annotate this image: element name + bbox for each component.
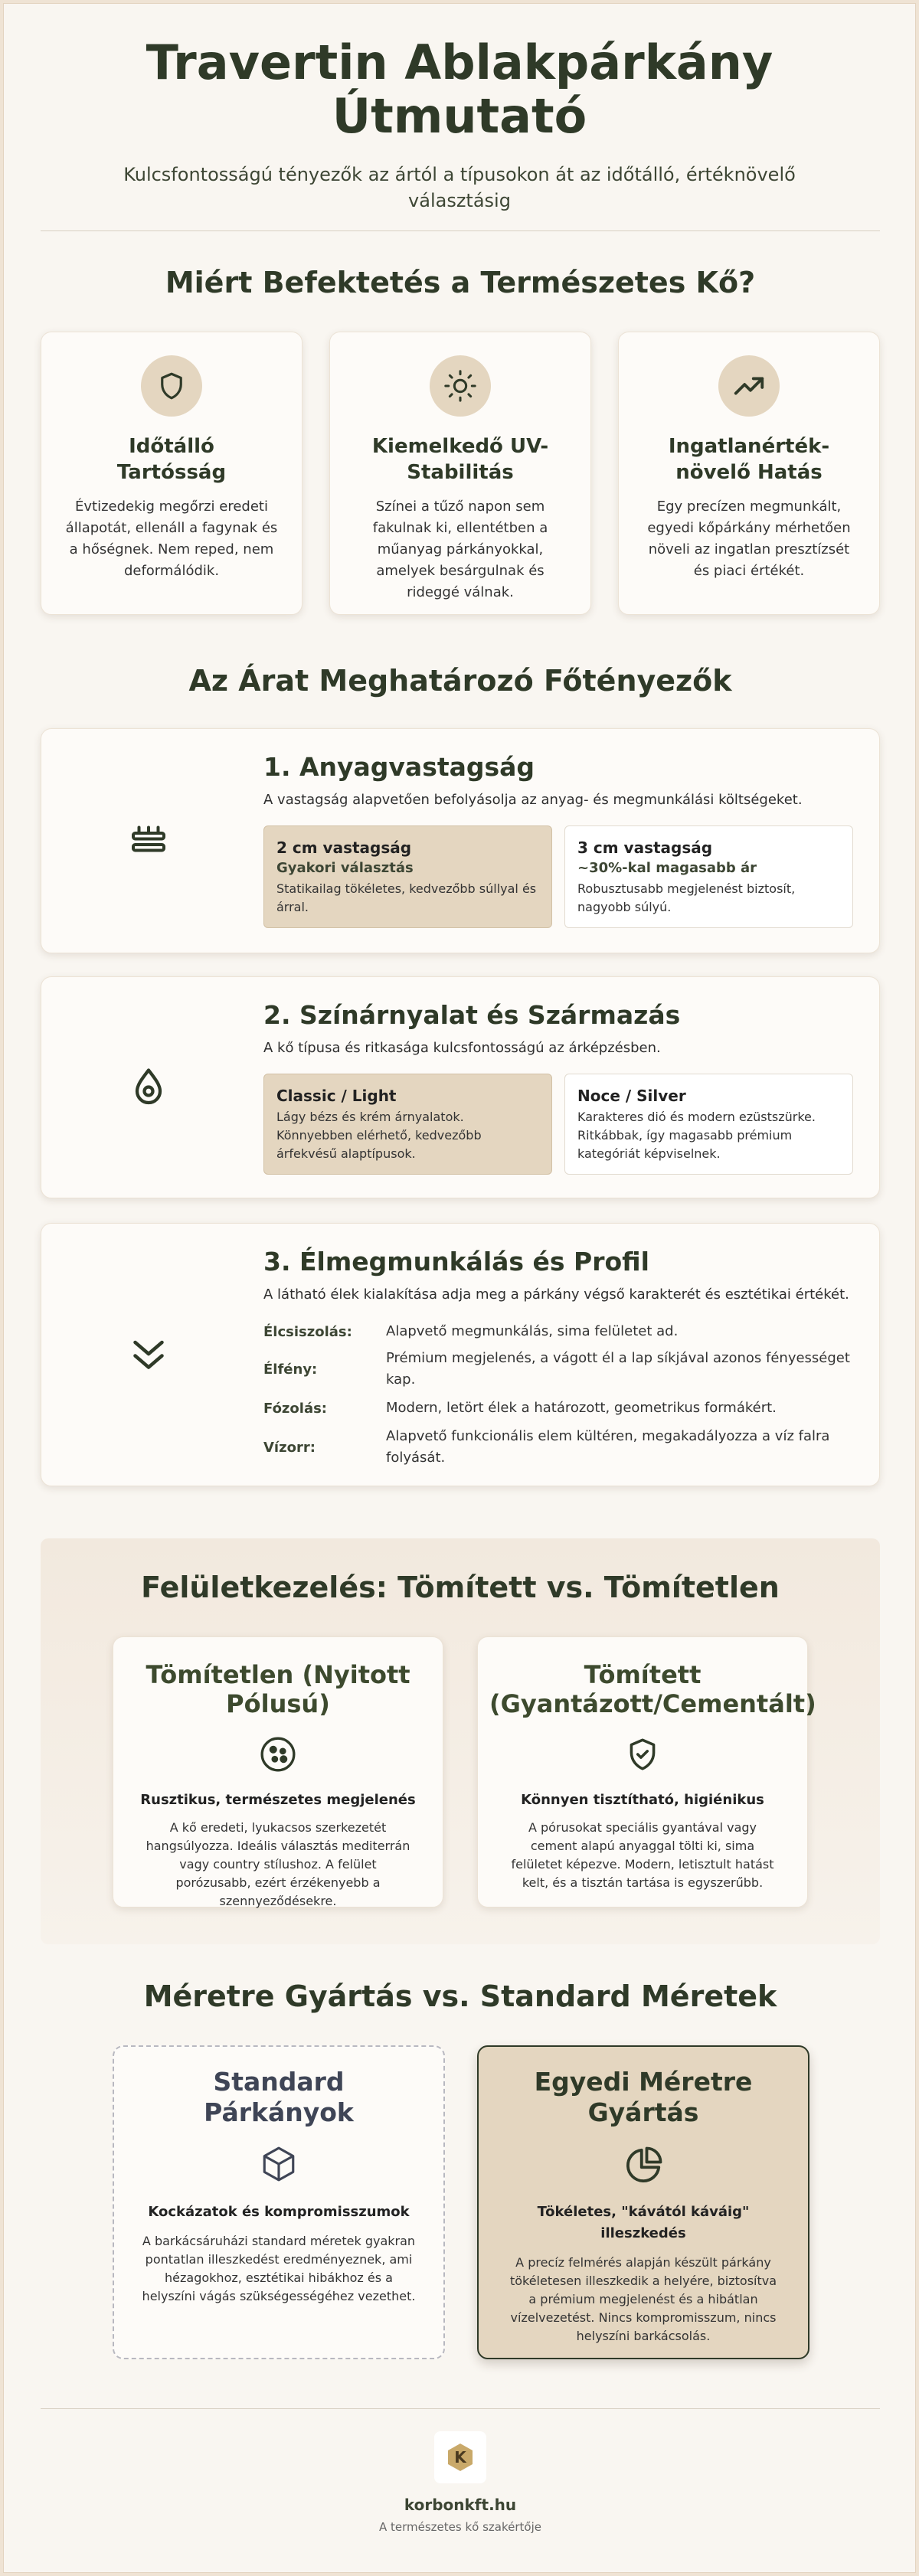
feature-title: Ingatlanérték-növelő Hatás [668, 435, 830, 484]
factor-card-thickness [41, 728, 880, 953]
feature-card-durability [41, 332, 303, 615]
page-subtitle: Kulcsfontosságú tényezők az ártól a típusokon át az időtálló, értéknövelő választásig [123, 164, 796, 211]
surface-card-unsealed [113, 1636, 443, 1907]
edge-key: Élcsiszolás: [263, 1323, 352, 1340]
sun-icon [430, 355, 491, 417]
page-title: Travertin Ablakpárkány Útmutató [146, 34, 773, 144]
edge-value: Modern, letört élek a határozott, geometrikus formákért. [386, 1400, 777, 1416]
logo-mark [442, 2439, 479, 2476]
edge-row [263, 1345, 853, 1394]
feature-text: Színei a tűző napon sem fakulnak ki, ellentétben a műanyag párkányokkal, amelyek besárgulnak és rideggé válnak. [372, 499, 548, 600]
brand-tagline: A természetes kő szakértője [378, 2520, 541, 2534]
option-title: Classic / Light [276, 1087, 397, 1105]
size-card-standard [113, 2045, 445, 2359]
factor-intro: A látható élek kialakítása adja meg a párkány végső karakterét és esztétikai értékét. [263, 1286, 849, 1303]
shield-check-icon [623, 1735, 662, 1773]
why-section-title: Miért Befektetés a Természetes Kő? [165, 266, 756, 299]
factor-body [263, 1000, 853, 1175]
edge-row [263, 1394, 853, 1423]
factor-title: 1. Anyagvastagság [263, 752, 535, 782]
edge-profile-list [263, 1319, 853, 1472]
option-text: Robusztusabb megjelenést biztosít, nagyobb súlyú. [577, 881, 796, 914]
surface-card-sealed [477, 1636, 816, 1907]
brand-logo[interactable] [434, 2431, 486, 2483]
option-title: 2 cm vastagság [276, 839, 412, 857]
size-card-title: Standard Párkányok [204, 2067, 354, 2127]
divider [41, 230, 880, 231]
feature-card-value [618, 332, 880, 615]
option-title: Noce / Silver [577, 1087, 686, 1105]
trending-up-icon [718, 355, 780, 417]
chevrons-down-icon [126, 1331, 172, 1377]
edge-key: Élfény: [263, 1361, 318, 1378]
edge-key: Vízorr: [263, 1439, 316, 1456]
surface-card-title: Tömítetlen (Nyitott Pólusú) [146, 1660, 410, 1718]
option-badge: ~30%-kal magasabb ár [577, 860, 757, 876]
size-card-text: A precíz felmérés alapján készült párkány tökéletesen illeszkedik a helyére, biztosítva a prémium megjelenést és a hibátlan vízelvezetést. Nincs kompromisszum, nincs helyszíni barkácsolás. [509, 2255, 777, 2343]
hero [4, 4, 915, 214]
option-list [263, 825, 853, 928]
size-card-text: A barkácsáruházi standard méretek gyakran pontatlan illeszkedést eredményeznek, ami hézagokhoz, esztétikai hibákhoz és a helyszíni vágás szükségességéhez vezethet. [142, 2234, 416, 2303]
sizes-section-title: Méretre Gyártás vs. Standard Méretek [143, 1979, 777, 2013]
feature-title: Időtálló Tartósság [116, 435, 227, 484]
edge-row [263, 1423, 853, 1472]
divider [41, 2408, 880, 2409]
edge-value: Prémium megjelenés, a vágott él a lap síkjával azonos fényességet kap. [386, 1350, 850, 1388]
size-card-title: Egyedi Méretre Gyártás [534, 2067, 753, 2127]
size-card-subtitle: Tökéletes, "kávától káváig" illeszkedés [537, 2204, 750, 2241]
option-noce-silver [564, 1074, 853, 1175]
option-list [263, 1074, 853, 1175]
surface-card-text: A kő eredeti, lyukacsos szerkezetét hangsúlyozza. Ideális választás mediterrán vagy country stílushoz. A felület porózusabb, ezért érzékenyebb a szennyeződésekre. [146, 1820, 410, 1908]
svg-text:K: K [454, 2448, 466, 2466]
layers-icon [126, 818, 172, 864]
option-text: Statikailag tökéletes, kedvezőbb súllyal és árral. [276, 881, 537, 914]
droplet-icon [126, 1064, 172, 1110]
option-text: Lágy bézs és krém árnyalatok. Könnyebben elérhető, kedvezőbb árfekvésű alaptípusok. [276, 1110, 482, 1161]
pie-chart-icon [623, 2145, 664, 2186]
factor-intro: A vastagság alapvetően befolyásolja az anyag- és megmunkálási költségeket. [263, 792, 803, 808]
size-card-custom [477, 2045, 809, 2359]
brand-name[interactable]: korbonkft.hu [404, 2496, 517, 2514]
factor-title: 3. Élmegmunkálás és Profil [263, 1247, 649, 1277]
option-title: 3 cm vastagság [577, 839, 713, 857]
feature-card-uv [329, 332, 591, 615]
feature-text: Egy precízen megmunkált, egyedi kőpárkány mérhetően növeli az ingatlan presztízsét és piaci értékét. [647, 499, 851, 579]
factor-body [263, 752, 853, 928]
size-card-subtitle: Kockázatok és kompromisszumok [148, 2204, 410, 2220]
page [3, 3, 916, 2573]
surface-card-text: A pórusokat speciális gyantával vagy cement alapú anyaggal tölti ki, sima felületet képezve. Modern, letisztult hatást kelt, és a tisztán tartása is egyszerűbb. [511, 1820, 774, 1890]
surface-section-title: Felületkezelés: Tömített vs. Tömítetlen [141, 1571, 780, 1604]
box-icon [258, 2145, 299, 2186]
factor-intro: A kő típusa és ritkasága kulcsfontosságú az árképzésben. [263, 1040, 661, 1056]
footer [4, 2431, 917, 2534]
option-text: Karakteres dió és modern ezüstszürke. Ritkábbak, így magasabb prémium kategóriát képviselnek. [577, 1110, 816, 1161]
option-classic-light [263, 1074, 552, 1175]
factor-title: 2. Színárnyalat és Származás [263, 1000, 681, 1030]
edge-row [263, 1319, 853, 1345]
factor-card-color [41, 976, 880, 1198]
surface-card-subtitle: Rusztikus, természetes megjelenés [140, 1792, 416, 1808]
option-badge: Gyakori választás [276, 860, 414, 876]
surface-card-title: Tömített (Gyantázott/Cementált) [489, 1660, 816, 1718]
option-3cm [564, 825, 853, 928]
feature-title: Kiemelkedő UV-Stabilitás [371, 435, 549, 484]
factor-card-edge [41, 1223, 880, 1486]
edge-value: Alapvető megmunkálás, sima felületet ad. [386, 1323, 679, 1339]
shield-icon [141, 355, 202, 417]
option-2cm [263, 825, 552, 928]
edge-key: Fózolás: [263, 1400, 328, 1417]
factors-section-title: Az Árat Meghatározó Főtényezők [188, 664, 732, 698]
feature-text: Évtizedekig megőrzi eredeti állapotát, ellenáll a fagynak és a hőségnek. Nem reped, nem deformálódik. [65, 499, 278, 579]
surface-card-subtitle: Könnyen tisztítható, higiénikus [521, 1792, 764, 1808]
factor-body [263, 1247, 853, 1472]
edge-value: Alapvető funkcionális elem kültéren, megakadályozza a víz falra folyását. [386, 1428, 830, 1466]
pores-icon [259, 1735, 297, 1773]
